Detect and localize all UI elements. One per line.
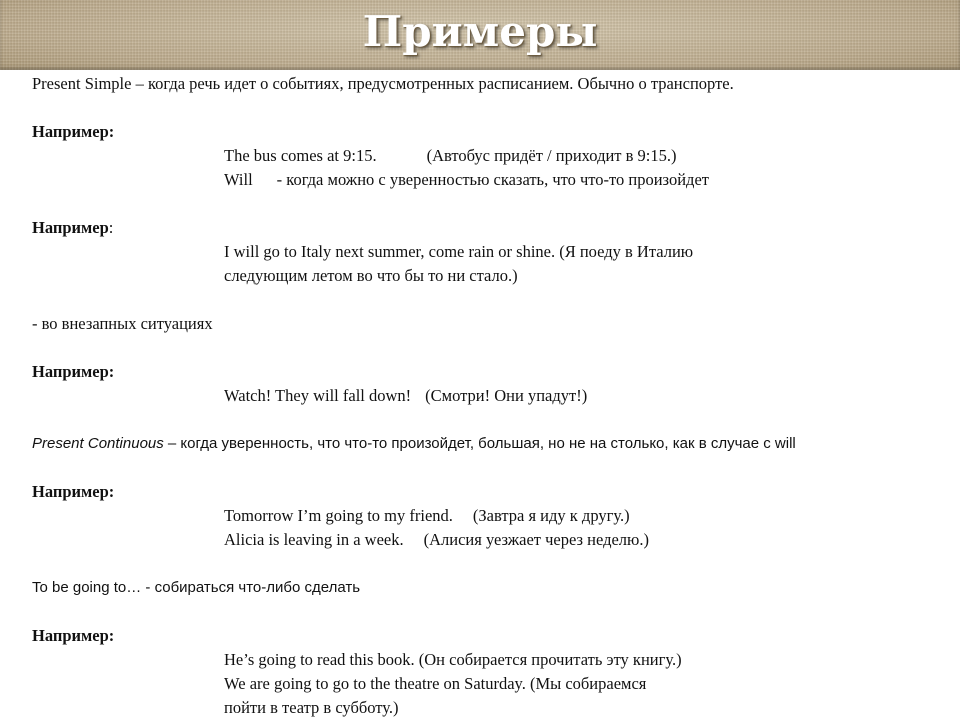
example-line: We are going to go to the theatre on Saturday. (Мы собираемся	[224, 674, 647, 693]
example-translation: (Автобус придёт / приходит в 9:15.)	[426, 146, 677, 165]
example-line: I will go to Italy next summer, come rain or shine. (Я поеду в Италию	[224, 242, 694, 261]
example-label: Например:	[32, 482, 115, 501]
example-line	[224, 505, 630, 527]
sudden-situations-rule: - во внезапных ситуациях	[32, 314, 213, 333]
going-to-description: - собираться что-либо сделать	[141, 579, 361, 596]
intro-present-simple: Present Simple – когда речь идет о событиях, предусмотренных расписанием. Обычно о транспорте.	[32, 74, 734, 93]
example-english: Watch! They will fall down!	[224, 386, 412, 405]
going-to-rule	[32, 577, 360, 599]
example-english: Alicia is leaving in a week.	[224, 530, 404, 549]
example-translation: (Алисия уезжает через неделю.)	[423, 530, 649, 549]
example-line-continued: следующим летом во что бы то ни стало.)	[224, 266, 518, 285]
example-line-continued: пойти в театр в субботу.)	[224, 698, 399, 717]
going-to-term: To be going to…	[32, 579, 142, 596]
example-english: Tomorrow I’m going to my friend.	[224, 506, 453, 525]
will-rule-line	[224, 169, 709, 191]
slide-body	[0, 70, 960, 720]
example-label-text: Например	[32, 218, 109, 237]
example-label: Например:	[32, 122, 115, 141]
example-line	[224, 385, 587, 407]
title-banner	[0, 0, 960, 70]
example-line	[224, 529, 649, 551]
example-line: He’s going to read this book. (Он собирается прочитать эту книгу.)	[224, 650, 682, 669]
slide-title: Примеры	[362, 7, 598, 56]
will-description: - когда можно с уверенностью сказать, что что-то произойдет	[276, 170, 709, 189]
example-label: Например:	[32, 362, 115, 381]
example-line	[224, 145, 677, 167]
example-label	[32, 217, 113, 239]
intro-present-continuous	[32, 433, 796, 455]
present-continuous-term: Present Continuous	[32, 435, 164, 452]
example-translation: (Завтра я иду к другу.)	[472, 506, 630, 525]
example-label-colon: :	[108, 218, 114, 237]
will-keyword: Will	[224, 170, 253, 189]
example-translation: (Смотри! Они упадут!)	[425, 386, 588, 405]
present-continuous-description: – когда уверенность, что что-то произойдет, большая, но не на столько, как в случае с will	[163, 435, 796, 452]
example-english: The bus comes at 9:15.	[224, 146, 377, 165]
example-label: Например:	[32, 626, 115, 645]
